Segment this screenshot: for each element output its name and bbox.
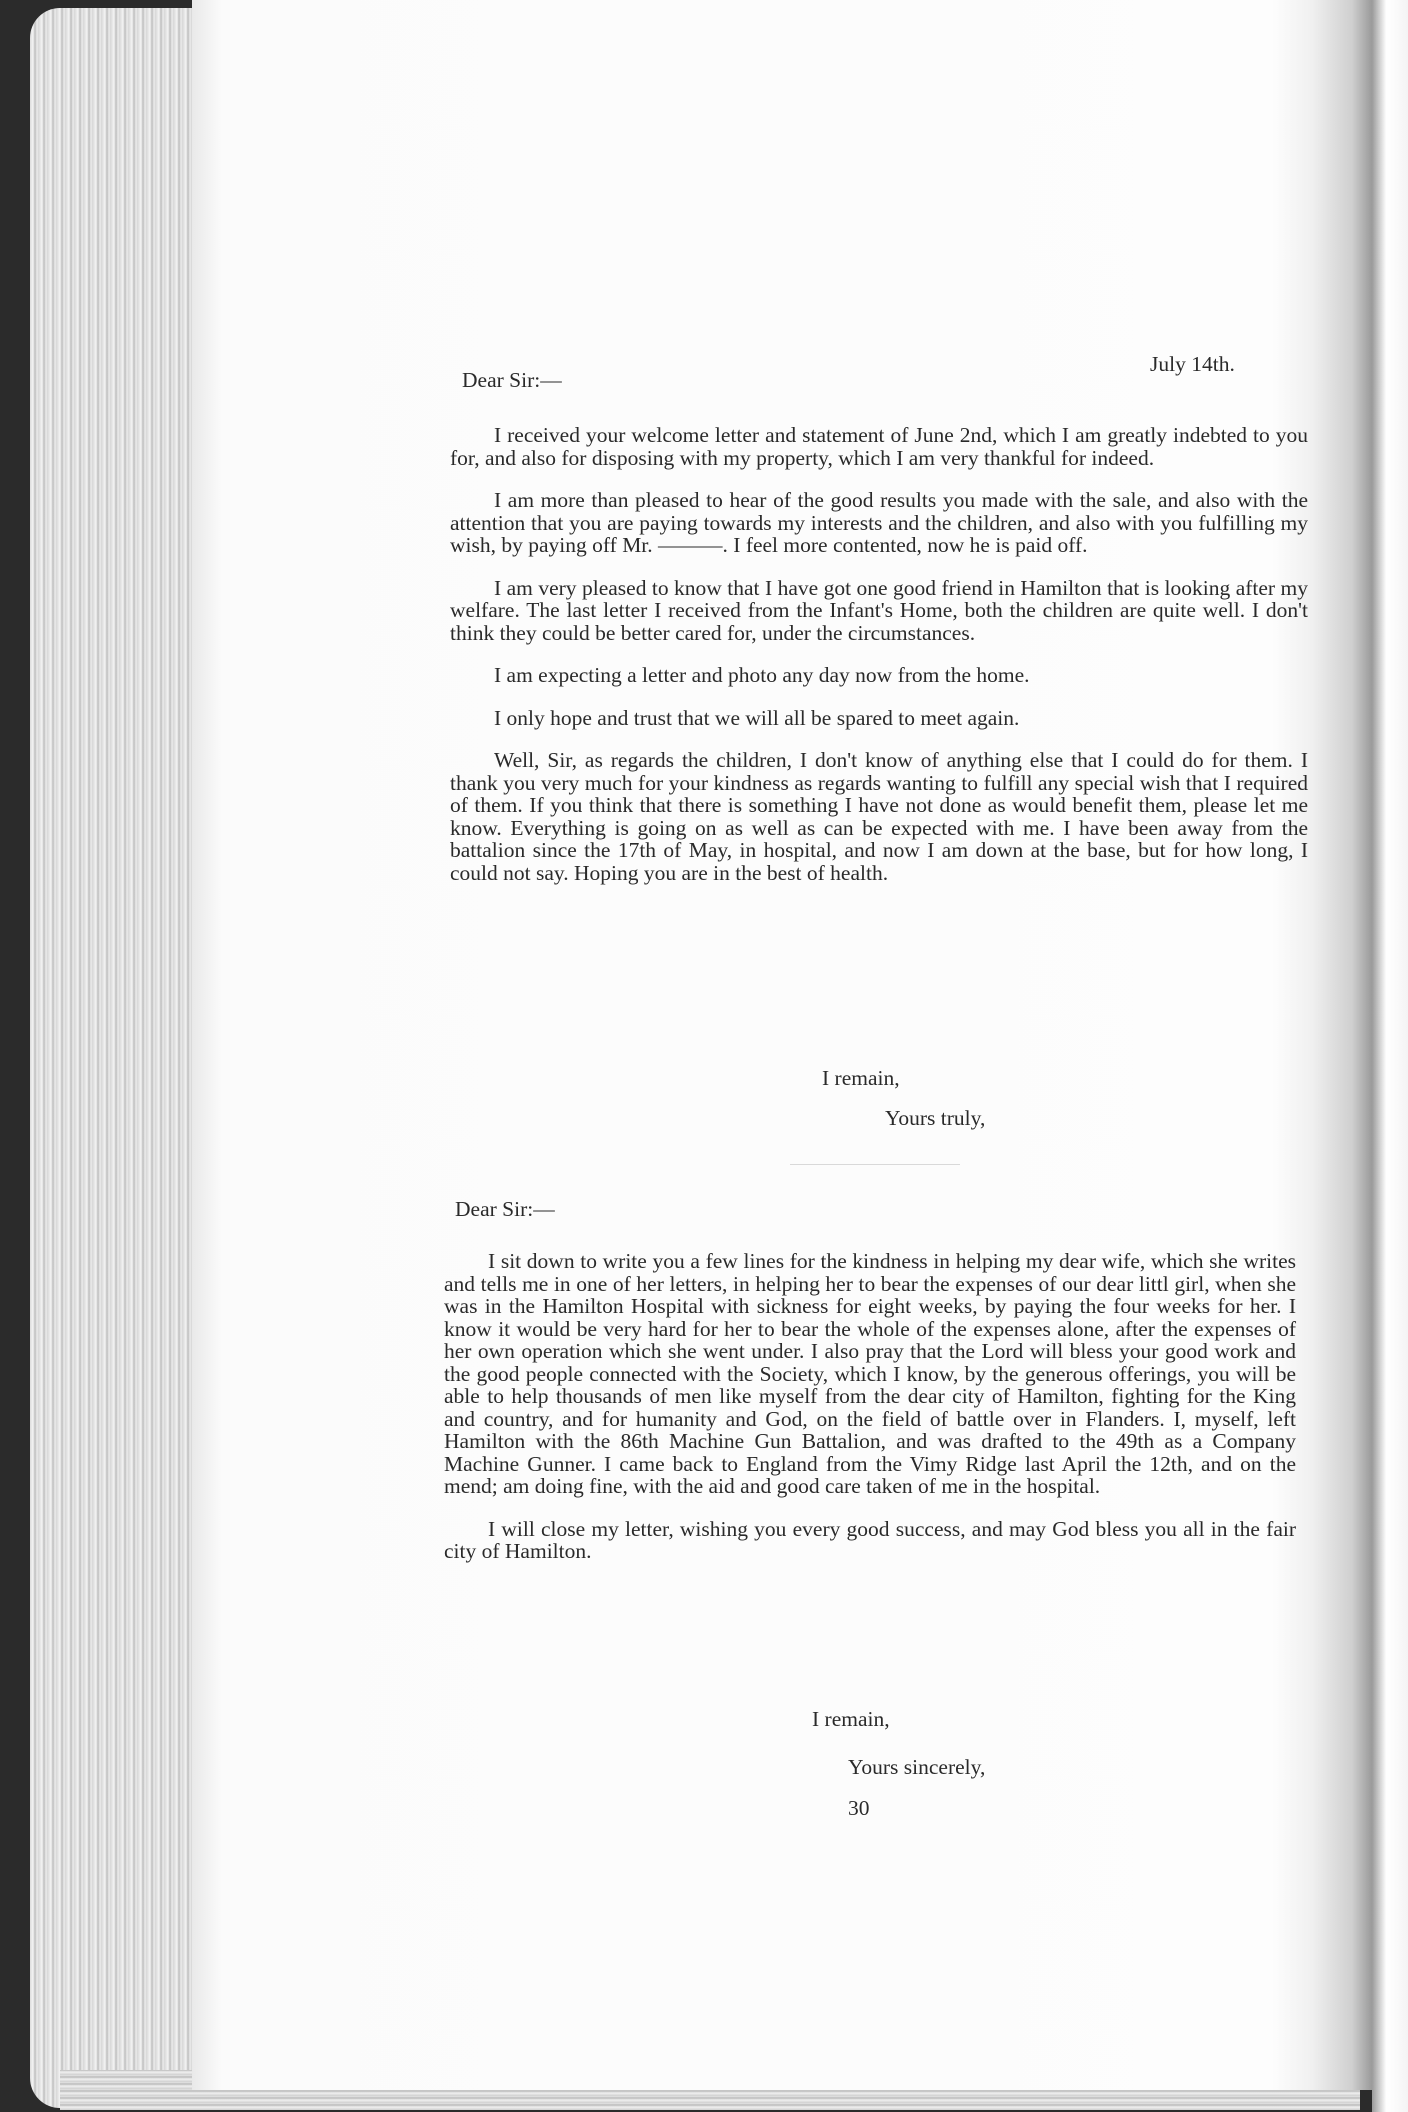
letter1-paragraph: Well, Sir, as regards the children, I don't know of anything else that I could do for them. I thank you very much for your kindness as regards wanting to fulfill any special wish that I required of them. If you think that there is something I have not done as would benefit them, please let me know. Everything is going on as well as can be expected with me. I have been away from the battalion since the 17th of May, in hospital, and now I am down at the base, but for how long, I could not say. Hoping you are in the best of health.	[450, 748, 1308, 885]
letter-date: July 14th.	[1150, 352, 1235, 376]
letter1-paragraph: I am more than pleased to hear of the good results you made with the sale, and also with the attention that you are paying towards my interests and the children, and also with you fulfilling my wish, by paying off Mr. ———. I feel more contented, now he is paid off.	[450, 488, 1308, 557]
letter1-closing: I remain,	[822, 1066, 900, 1090]
letter1-salutation: Dear Sir:—	[462, 368, 562, 392]
letter1-paragraph: I only hope and trust that we will all be spared to meet again.	[494, 705, 1020, 730]
letter2-body	[444, 1250, 1296, 1583]
letter-divider	[790, 1164, 960, 1165]
facing-page-edge	[1372, 0, 1408, 2112]
letter1-paragraph: I am expecting a letter and photo any day now from the home.	[494, 663, 1030, 687]
page-number: 30	[848, 1796, 870, 1820]
book-page-edges	[30, 8, 210, 2108]
book-page	[192, 0, 1372, 2090]
letter2-paragraph: I will close my letter, wishing you every good success, and may God bless you all in the fair city of Hamilton.	[444, 1516, 1296, 1563]
letter2-salutation: Dear Sir:—	[455, 1197, 555, 1221]
letter1-paragraph: I received your welcome letter and statement of June 2nd, which I am greatly indebted to you for, and also for disposing with my property, which I am very thankful for indeed.	[450, 423, 1308, 470]
letter2-signoff: Yours sincerely,	[848, 1755, 986, 1779]
letter1-body	[450, 424, 1308, 904]
letter1-paragraph: I am very pleased to know that I have got one good friend in Hamilton that is looking after my welfare. The last letter I received from the Infant's Home, both the children are quite well. I don't think they could be better cared for, under the circumstances.	[450, 575, 1308, 645]
letter2-closing: I remain,	[812, 1707, 890, 1731]
letter2-paragraph: I sit down to write you a few lines for the kindness in helping my dear wife, which she writes and tells me in one of her letters, in helping her to bear the expenses of our dear littl girl, when she was in the Hamilton Hospital with sickness for eight weeks, by paying the four weeks for her. I know it would be very hard for her to bear the whole of the expenses alone, after the expenses of her own operation which she went under. I also pray that the Lord will bless your good work and the good people connected with the Society, which I know, by the generous offerings, you will be able to help thousands of men like myself from the dear city of Hamilton, fighting for the King and country, and for humanity and God, on the field of battle over in Flanders. I, myself, left Hamilton with the 86th Machine Gun Battalion, and was drafted to the 49th as a Company Machine Gunner. I came back to England from the Vimy Ridge last April the 12th, and on the mend; am doing fine, with the aid and good care taken of me in the hospital.	[444, 1249, 1296, 1498]
letter1-signoff: Yours truly,	[885, 1106, 986, 1130]
